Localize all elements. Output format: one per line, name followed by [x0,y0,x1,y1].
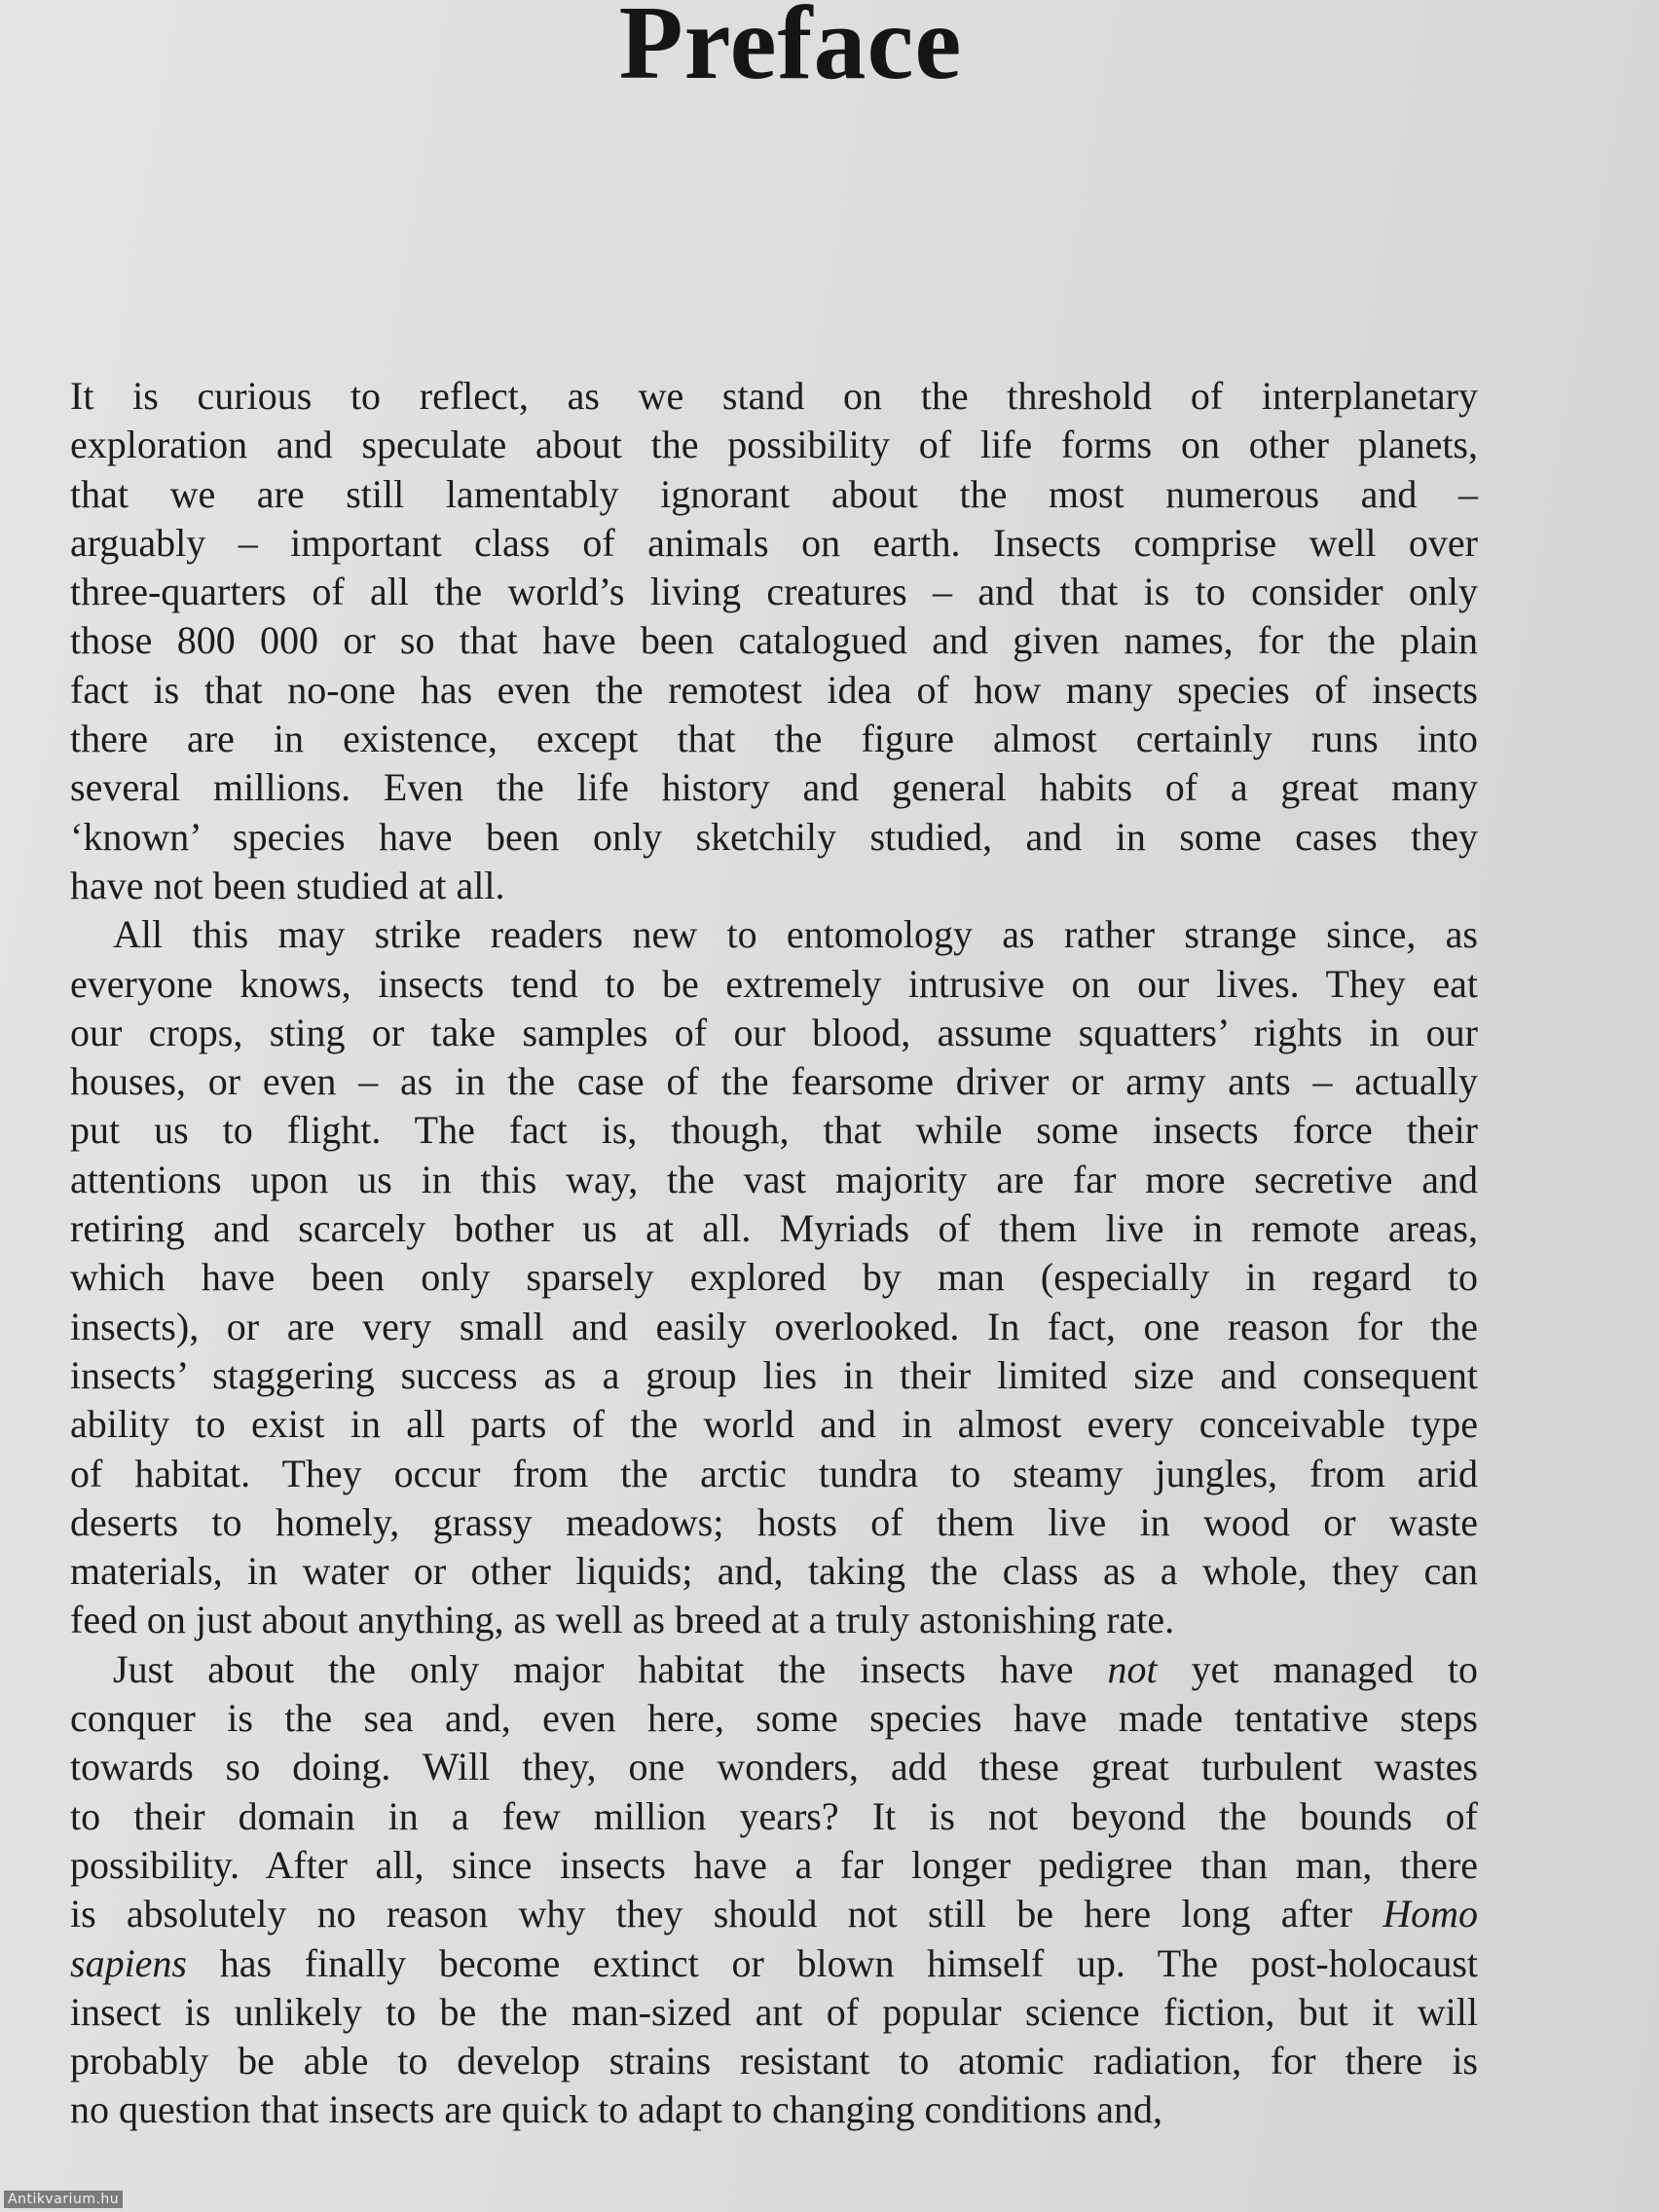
text-line: there are in existence, except that the figure almost certainly runs into [70,717,1478,761]
text-line: have not been studied at all. [70,863,505,907]
text-line: insects), or are very small and easily overlooked. In fact, one reason for the [70,1304,1478,1348]
text-line: retiring and scarcely bother us at all. Myriads of them live in remote areas, [70,1206,1478,1251]
text-line: is absolutely no reason why they should not still be here long after Homo [70,1892,1478,1936]
text-line: probably be able to develop strains resistant to atomic radiation, for there is [70,2039,1478,2083]
text-line: no question that insects are quick to adapt to changing conditions and, [70,2087,1162,2132]
text-line: towards so doing. Will they, one wonders, add these great turbulent wastes [70,1745,1478,1789]
text-line: that we are still lamentably ignorant about the most numerous and – [70,471,1478,516]
text-line: possibility. After all, since insects have a far longer pedigree than man, there [70,1842,1478,1887]
italic-text: not [1107,1646,1158,1691]
text-line: our crops, sting or take samples of our blood, assume squatters’ rights in our [70,1010,1478,1054]
body-text [70,372,1478,2135]
text-line: Just about the only major habitat the insects have not yet managed to [113,1646,1479,1691]
paragraph [70,372,1478,910]
text-line: sapiens has finally become extinct or blown himself up. The post-holocaust [70,1940,1478,1985]
text-line: ability to exist in all parts of the world and in almost every conceivable type [70,1402,1478,1447]
text-line: those 800 000 or so that have been catalogued and given names, for the plain [70,618,1478,663]
text-line: everyone knows, insects tend to be extremely intrusive on our lives. They eat [70,961,1478,1006]
italic-text: Homo [1382,1892,1478,1936]
watermark: Antikvarium.hu [4,2191,123,2208]
paragraph [70,1645,1478,2135]
page-title: Preface [618,0,963,101]
text-line: houses, or even – as in the case of the fearsome driver or army ants – actually [70,1059,1478,1104]
text-line: It is curious to reflect, as we stand on the threshold of interplanetary [70,374,1478,418]
text-line: several millions. Even the life history and general habits of a great many [70,765,1478,810]
text-line: materials, in water or other liquids; and, taking the class as a whole, they can [70,1549,1478,1594]
text-line: put us to flight. The fact is, though, that while some insects force their [70,1108,1478,1153]
text-line: deserts to homely, grassy meadows; hosts of them live in wood or waste [70,1499,1478,1544]
text-line: of habitat. They occur from the arctic tundra to steamy jungles, from arid [70,1451,1478,1495]
paragraph [70,910,1478,1644]
text-line: which have been only sparsely explored by man (especially in regard to [70,1255,1478,1300]
text-line: insect is unlikely to be the man-sized ant of popular science fiction, but it will [70,1989,1478,2034]
text-line: ‘known’ species have been only sketchily studied, and in some cases they [70,814,1478,859]
italic-text: sapiens [70,1940,187,1985]
text-line: All this may strike readers new to entomology as rather strange since, as [113,912,1478,957]
text-line: conquer is the sea and, even here, some species have made tentative steps [70,1696,1478,1741]
text-line: attentions upon us in this way, the vast majority are far more secretive and [70,1157,1478,1201]
text-line: fact is that no-one has even the remotest idea of how many species of insects [70,667,1478,712]
text-line: feed on just about anything, as well as breed at a truly astonishing rate. [70,1598,1175,1642]
text-line: to their domain in a few million years? It is not beyond the bounds of [70,1793,1478,1838]
text-line: arguably – important class of animals on earth. Insects comprise well over [70,520,1478,565]
text-line: three-quarters of all the world’s living creatures – and that is to consider only [70,570,1478,614]
text-line: exploration and speculate about the possibility of life forms on other planets, [70,423,1478,467]
text-line: insects’ staggering success as a group lies in their limited size and consequent [70,1352,1478,1397]
